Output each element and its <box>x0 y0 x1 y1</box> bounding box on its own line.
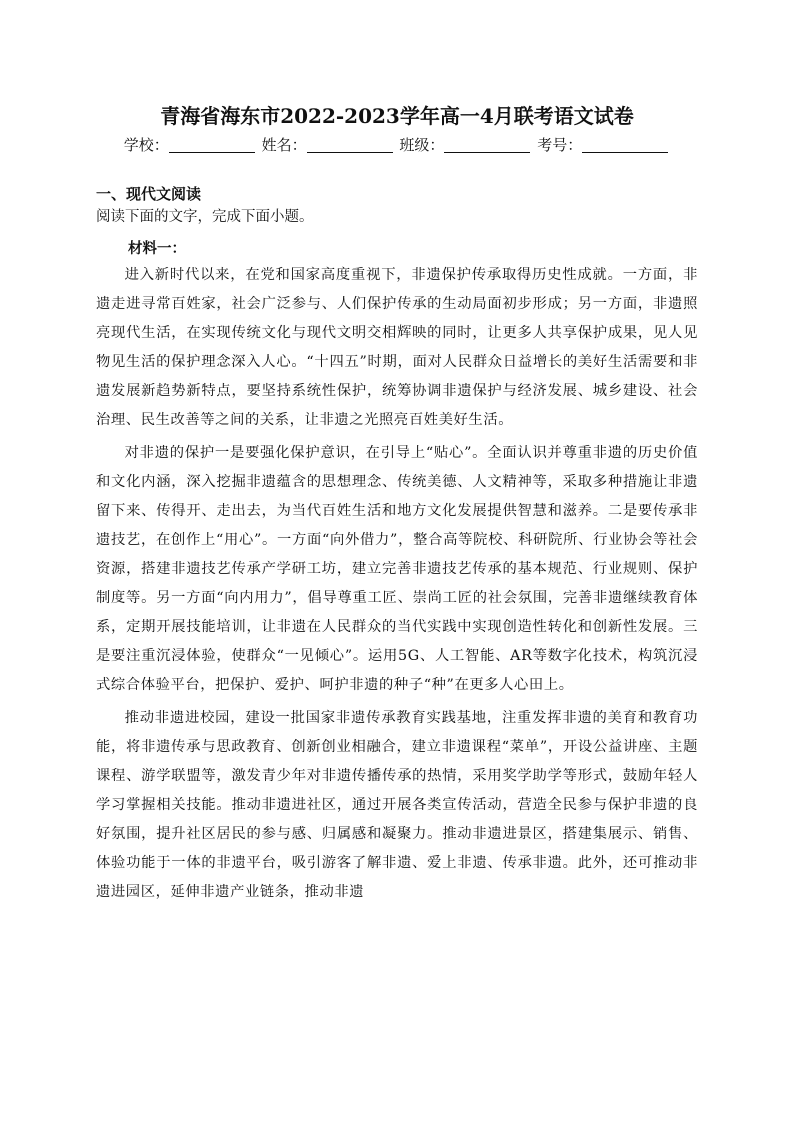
section-heading: 一、现代文阅读 <box>96 185 202 203</box>
passage-paragraph: 推动非遗进校园，建设一批国家非遗传承教育实践基地，注重发挥非遗的美育和教育功能，将非遗传承与思政教育、创新创业相融合，建立非遗课程“菜单”，开设公益讲座、主题课程、游学联盟等，激发青少年对非遗传播传承的热情，采用奖学助学等形式，鼓励年轻人学习掌握相关技能。推动非遗进社区，通过开展各类宣传活动，营造全民参与保护非遗的良好氛围，提升社区居民的参与感、归属感和凝聚力。推动非遗进景区，搭建集展示、销售、体验功能于一体的非遗平台，吸引游客了解非遗、爱上非遗、传承非遗。此外，还可推动非遗进园区，延伸非遗产业链条，推动非遗 <box>96 710 698 900</box>
passage-paragraph: 对非遗的保护一是要强化保护意识，在引导上“贴心”。全面认识并尊重非遗的历史价值和文化内涵，深入挖掘非遗蕴含的思想理念、传统美德、人文精神等，采取多种措施让非遗留下来、传得开、走出去，为当代百姓生活和地方文化发展提供智慧和滋养。二是要传承非遗技艺，在创作上“用心”。一方面“向外借力”，整合高等院校、科研院所、行业协会等社会资源，搭建非遗技艺传承产学研工坊，建立完善非遗技艺传承的基本规范、行业规则、保护制度等。另一方面“向内用力”，倡导尊重工匠、崇尚工匠的社会氛围，完善非遗继续教育体系，定期开展技能培训，让非遗在人民群众的当代实践中实现创造性转化和创新性发展。三是要注重沉浸体验，使群众“一见倾心”。运用5G、人工智能、AR等数字化技术，构筑沉浸式综合体验平台，把保护、爱护、呵护非遗的种子“种”在更多人心田上。 <box>96 445 698 693</box>
exam-number-blank[interactable] <box>582 138 668 153</box>
section-instruction: 阅读下面的文字，完成下面小题。 <box>96 209 314 225</box>
reading-passage <box>96 261 698 911</box>
class-blank[interactable] <box>444 138 530 153</box>
exam-number-label: 考号： <box>537 136 583 154</box>
school-blank[interactable] <box>169 138 255 153</box>
material-label: 材料一： <box>128 241 186 257</box>
name-label: 姓名： <box>261 136 307 154</box>
page-title: 青海省海东市2022-2023学年高一4月联考语文试卷 <box>160 104 634 128</box>
student-info-line <box>0 134 794 155</box>
passage-paragraph: 进入新时代以来，在党和国家高度重视下，非遗保护传承取得历史性成就。一方面，非遗走进寻常百姓家，社会广泛参与、人们保护传承的生动局面初步形成；另一方面，非遗照亮现代生活，在实现传统文化与现代文明交相辉映的同时，让更多人共享保护成果，见人见物见生活的保护理念深入人心。“十四五”时期，面对人民群众日益增长的美好生活需要和非遗发展新趋势新特点，要坚持系统性保护，统筹协调非遗保护与经济发展、城乡建设、社会治理、民生改善等之间的关系，让非遗之光照亮百姓美好生活。 <box>96 267 698 428</box>
class-label: 班级： <box>399 136 445 154</box>
school-label: 学校： <box>123 136 169 154</box>
name-blank[interactable] <box>307 138 393 153</box>
